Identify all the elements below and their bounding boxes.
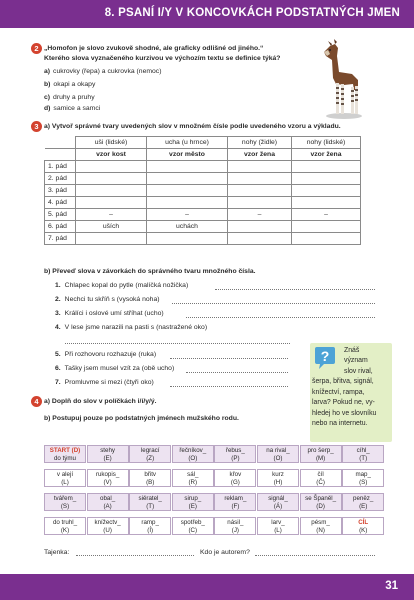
grid-cell-letter: (Í) xyxy=(147,527,154,534)
grid-cell-word: do truhl_ xyxy=(52,519,78,526)
grid-cell-letter: (M) xyxy=(315,455,326,462)
table-row xyxy=(45,221,361,233)
dash-cell: – xyxy=(76,209,147,221)
table-pattern-cell: vzor kost xyxy=(76,149,147,161)
hint-line: Znáš xyxy=(344,347,360,354)
grid-cell-letter: (O) xyxy=(273,455,283,462)
grid-cell[interactable] xyxy=(129,493,171,511)
answer-line[interactable] xyxy=(186,372,288,373)
q3a-prompt: a) Vytvoř správné tvary uvedených slov v množném čísle podle uvedeného vzoru a výkladu. xyxy=(44,123,341,130)
answer-line[interactable] xyxy=(170,358,288,359)
answer-cell[interactable] xyxy=(228,173,292,185)
answer-cell[interactable] xyxy=(228,185,292,197)
hint-box xyxy=(310,343,392,442)
q2-quote: „Homofon je slovo zvukově shodné, ale graficky odlišné od jiného.“ xyxy=(44,45,264,52)
sentence-2: 2. Nechci tu skříň s (vysoká noha) xyxy=(55,296,160,303)
grid-cell[interactable] xyxy=(172,493,214,511)
case-label: 6. pád xyxy=(45,221,76,233)
q2-option-c[interactable]: c) druhy a pruhy xyxy=(44,94,95,101)
grid-cell-letter: (K) xyxy=(359,527,368,534)
page-footer xyxy=(0,574,414,600)
author-answer-line[interactable] xyxy=(255,555,375,556)
grid-cell-letter: (U) xyxy=(103,527,112,534)
grid-cell[interactable] xyxy=(300,469,342,487)
grid-cell-word: stehy xyxy=(100,447,115,454)
table-pattern-cell: vzor žena xyxy=(228,149,292,161)
grid-cell-word: rukopis_ xyxy=(95,471,120,478)
answer-cell[interactable] xyxy=(292,221,361,233)
svg-text:?: ? xyxy=(320,348,330,364)
declension-table xyxy=(44,136,361,245)
grid-cell-word: číl xyxy=(317,471,324,478)
grid-cell-word: cíhl_ xyxy=(356,447,370,454)
grid-cell[interactable] xyxy=(257,469,299,487)
grid-cell-letter: (A) xyxy=(103,503,112,510)
grid-cell-letter: (P) xyxy=(231,455,240,462)
answer-cell[interactable] xyxy=(147,185,228,197)
grid-cell[interactable] xyxy=(129,445,171,463)
grid-cell-letter: (T) xyxy=(146,503,155,510)
table-header-cell: nohy (lidské) xyxy=(292,137,361,149)
grid-cell-letter: (E) xyxy=(103,455,112,462)
grid-cell[interactable] xyxy=(172,445,214,463)
grid-cell[interactable] xyxy=(44,445,86,463)
grid-cell-word: knížectv_ xyxy=(94,519,121,526)
grid-cell[interactable] xyxy=(257,517,299,535)
table-row xyxy=(45,173,361,185)
grid-cell[interactable] xyxy=(257,445,299,463)
answer-cell[interactable] xyxy=(76,173,147,185)
case-label: 4. pád xyxy=(45,197,76,209)
grid-cell-word: legrací xyxy=(140,447,160,454)
hint-line: knížectví, rampa, xyxy=(312,389,365,396)
answer-cell[interactable] xyxy=(228,197,292,209)
grid-cell-word: START (D) xyxy=(49,447,81,454)
secret-answer-line[interactable] xyxy=(76,555,194,556)
sentence-4: 4. V lese jsme narazili na pasti s (nastražené oko) xyxy=(55,324,208,331)
question-4-number: 4 xyxy=(31,396,42,407)
grid-cell[interactable] xyxy=(342,445,384,463)
grid-cell-word: řebus_ xyxy=(225,447,245,454)
q4a-prompt: a) Doplň do slov v políčkách i/í/y/ý. xyxy=(44,398,157,405)
question-bubble-icon xyxy=(312,345,338,371)
dash-cell: – xyxy=(147,209,228,221)
grid-cell[interactable] xyxy=(44,493,86,511)
grid-cell[interactable] xyxy=(300,493,342,511)
answer-cell[interactable] xyxy=(147,161,228,173)
grid-cell-word: řečníkov_ xyxy=(179,447,207,454)
answer-line[interactable] xyxy=(215,289,375,290)
sentence-5: 5. Při rozhovoru rozhazuje (ruka) xyxy=(55,351,157,358)
hint-line: šerpa, břitva, signál, xyxy=(312,378,374,385)
sentence-1: 1. Chlapec kopal do pytle (malíčká nožička) xyxy=(55,282,189,289)
grid-cell-letter: (N) xyxy=(316,527,325,534)
grid-cell-letter: (L) xyxy=(61,479,69,486)
grid-cell[interactable] xyxy=(44,469,86,487)
table-header-cell: nohy (židle) xyxy=(228,137,292,149)
table-row xyxy=(45,197,361,209)
case-label: 2. pád xyxy=(45,173,76,185)
grid-cell[interactable] xyxy=(172,469,214,487)
q2-question: Kterého slova vyznačeného kurzivou ve výchozím textu se definice týká? xyxy=(44,55,281,62)
grid-cell-word: křov xyxy=(229,471,242,478)
answer-cell[interactable] xyxy=(76,161,147,173)
grid-cell[interactable] xyxy=(129,469,171,487)
answer-cell[interactable] xyxy=(228,233,292,245)
table-pattern-cell: vzor žena xyxy=(292,149,361,161)
answer-cell[interactable] xyxy=(147,233,228,245)
answer-cell[interactable] xyxy=(147,173,228,185)
grid-cell-letter: (S) xyxy=(60,503,70,510)
table-row xyxy=(45,185,361,197)
grid-cell-letter: (G) xyxy=(230,479,240,486)
dash-cell: – xyxy=(228,209,292,221)
grid-cell-letter: (C) xyxy=(188,527,198,534)
grid-cell-letter: (E) xyxy=(359,503,368,510)
grid-cell-word: se Španěl_ xyxy=(305,495,337,502)
table-header-cell: ucha (u hrnce) xyxy=(147,137,228,149)
answer-cell[interactable] xyxy=(292,161,361,173)
hint-line: hledej ho ve slovníku xyxy=(312,410,377,417)
grid-cell[interactable] xyxy=(87,517,129,535)
grid-cell-word: larv_ xyxy=(271,519,285,526)
answer-cell[interactable] xyxy=(292,185,361,197)
table-row xyxy=(45,161,361,173)
sentence-3: 3. Králíci i oslové umí stříhat (ucho) xyxy=(55,310,164,317)
grid-cell[interactable] xyxy=(87,445,129,463)
hint-line: larva? Pokud ne, vy- xyxy=(312,399,375,406)
grid-cell-letter: (Á) xyxy=(273,503,283,510)
q2-option-d[interactable]: d) samice a samci xyxy=(44,105,101,112)
chapter-header xyxy=(0,0,414,28)
q2-option-b[interactable]: b) okapi a okapy xyxy=(44,81,96,88)
grid-cell-word: na rival_ xyxy=(266,447,290,454)
grid-cell-letter: (Č) xyxy=(316,479,325,486)
grid-cell-letter: (R) xyxy=(188,479,198,486)
answer-cell[interactable] xyxy=(76,233,147,245)
chapter-title: 8. PSANÍ I/Y V KONCOVKÁCH PODSTATNÝCH JMEN xyxy=(104,7,400,19)
grid-cell-word: spotřeb_ xyxy=(180,519,205,526)
grid-cell-word: obal_ xyxy=(100,495,116,502)
q4b-prompt: b) Postupuj pouze po podstatných jménech mužského rodu. xyxy=(44,415,239,422)
answer-cell[interactable] xyxy=(292,233,361,245)
grid-cell-word: tvářem_ xyxy=(53,495,77,502)
grid-cell[interactable] xyxy=(214,517,256,535)
grid-cell-word: sál_ xyxy=(187,471,199,478)
grid-cell[interactable] xyxy=(342,517,384,535)
case-label: 7. pád xyxy=(45,233,76,245)
answer-cell[interactable] xyxy=(76,185,147,197)
grid-cell[interactable] xyxy=(214,493,256,511)
grid-cell-letter: do týmu xyxy=(53,455,76,462)
grid-cell-letter: (L) xyxy=(274,527,282,534)
table-row xyxy=(45,209,361,221)
grid-cell-word: v alejí xyxy=(56,471,74,478)
grid-cell[interactable] xyxy=(214,445,256,463)
answer-cell[interactable] xyxy=(292,173,361,185)
hint-line: nebo na internetu. xyxy=(312,420,368,427)
author-label: Kdo je autorem? xyxy=(200,549,250,556)
question-2-number: 2 xyxy=(31,43,42,54)
sentence-7: 7. Promluvme si mezi (čtyři oko) xyxy=(55,379,154,386)
grid-cell[interactable] xyxy=(342,493,384,511)
grid-cell-word: reklam_ xyxy=(224,495,247,502)
grid-cell[interactable] xyxy=(300,445,342,463)
answer-cell[interactable] xyxy=(76,197,147,209)
grid-cell-letter: (O) xyxy=(188,455,198,462)
hint-line: slov rival, xyxy=(344,368,373,375)
grid-cell[interactable] xyxy=(44,517,86,535)
page-number: 31 xyxy=(385,580,398,592)
okapi-illustration xyxy=(318,38,366,120)
grid-cell[interactable] xyxy=(87,493,129,511)
answer-cell[interactable] xyxy=(228,221,292,233)
grid-cell-letter: (E) xyxy=(188,503,197,510)
dash-cell: – xyxy=(292,209,361,221)
example-cell: uších xyxy=(76,221,147,233)
grid-cell-word: CÍL xyxy=(358,519,369,526)
sentence-6: 6. Tašky jsem musel vzít za (obě ucho) xyxy=(55,365,175,372)
answer-cell[interactable] xyxy=(292,197,361,209)
answer-cell[interactable] xyxy=(147,197,228,209)
hint-line: význam xyxy=(344,357,368,364)
answer-line[interactable] xyxy=(186,317,375,318)
grid-cell-letter: (Z) xyxy=(146,455,155,462)
grid-cell-word: signál_ xyxy=(268,495,288,502)
table-corner xyxy=(45,137,76,149)
grid-cell-letter: (K) xyxy=(60,527,70,534)
grid-cell-letter: (B) xyxy=(146,479,155,486)
grid-cell-word: pésm_ xyxy=(311,519,330,526)
grid-cell[interactable] xyxy=(87,469,129,487)
grid-cell-word: sirup_ xyxy=(184,495,202,502)
table-corner xyxy=(45,149,76,161)
grid-cell-letter: (D) xyxy=(316,503,325,510)
q2-option-a[interactable]: a) cukrovky (řepa) a cukrovka (nemoc) xyxy=(44,68,162,75)
case-label: 1. pád xyxy=(45,161,76,173)
q3b-prompt: b) Převeď slova v závorkách do správného tvaru množného čísla. xyxy=(44,268,256,275)
grid-cell-word: map_ xyxy=(355,471,371,478)
answer-line[interactable] xyxy=(65,343,290,344)
grid-cell-letter: (T) xyxy=(359,455,368,462)
table-pattern-cell: vzor město xyxy=(147,149,228,161)
grid-cell-letter: (H) xyxy=(273,479,283,486)
grid-cell[interactable] xyxy=(342,469,384,487)
question-3-number: 3 xyxy=(31,121,42,132)
grid-cell-word: pro šerp_ xyxy=(307,447,334,454)
answer-cell[interactable] xyxy=(228,161,292,173)
secret-label: Tajenka: xyxy=(44,549,70,556)
grid-cell[interactable] xyxy=(300,517,342,535)
answer-line[interactable] xyxy=(170,386,288,387)
case-label: 3. pád xyxy=(45,185,76,197)
grid-cell-letter: (J) xyxy=(231,527,239,534)
grid-cell-word: kurz xyxy=(272,471,284,478)
table-header-cell: uši (lidské) xyxy=(76,137,147,149)
grid-cell-word: břitv xyxy=(144,471,157,478)
grid-cell[interactable] xyxy=(214,469,256,487)
grid-cell-letter: (F) xyxy=(231,503,240,510)
grid-cell[interactable] xyxy=(129,517,171,535)
grid-cell-letter: (V) xyxy=(103,479,112,486)
grid-cell-word: ramp_ xyxy=(141,519,159,526)
grid-cell[interactable] xyxy=(257,493,299,511)
grid-cell-word: násil_ xyxy=(227,519,244,526)
grid-cell-word: peněz_ xyxy=(353,495,374,502)
grid-cell-word: siěratel_ xyxy=(138,495,162,502)
grid-cell-letter: (S) xyxy=(359,479,368,486)
table-row xyxy=(45,233,361,245)
answer-line[interactable] xyxy=(172,303,375,304)
example-cell: uchách xyxy=(147,221,228,233)
case-label: 5. pád xyxy=(45,209,76,221)
grid-cell[interactable] xyxy=(172,517,214,535)
